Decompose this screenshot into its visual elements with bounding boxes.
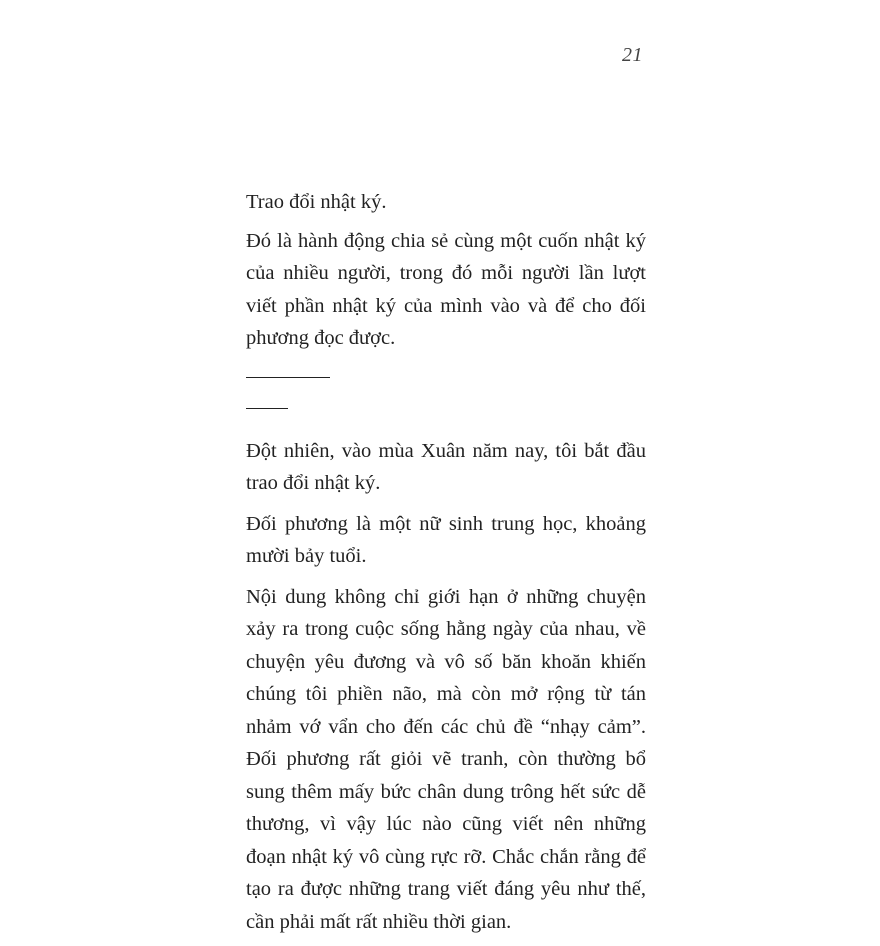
paragraph-2: Đó là hành động chia sẻ cùng một cuốn nhật ký của nhiều người, trong đó mỗi người lần lượt viết phần nhật ký của mình vào và để cho đối phương đọc được.: [246, 229, 646, 349]
page-body: [246, 186, 646, 946]
paragraph-5: Nội dung không chỉ giới hạn ở những chuyện xảy ra trong cuộc sống hằng ngày của nhau, về chuyện yêu đương và vô số băn khoăn khiến chúng tôi phiền não, mà còn mở rộng từ tán nhảm vớ vẩn cho đến các chủ đề “nhạy cảm”. Đối phương rất giỏi vẽ tranh, còn thường bổ sung thêm mấy bức chân dung trông hết sức dễ thương, vì vậy lúc nào cũng viết nên những đoạn nhật ký vô cùng rực rỡ. Chắc chắn rằng để tạo ra được những trang viết đáng yêu như thế, cần phải mất rất nhiều thời gian.: [246, 585, 646, 933]
paragraph-1: Trao đổi nhật ký.: [246, 191, 387, 213]
section-divider-short: [246, 408, 288, 409]
paragraph-3: Đột nhiên, vào mùa Xuân năm nay, tôi bắt đầu trao đổi nhật ký.: [246, 439, 646, 494]
page-number: 21: [622, 44, 643, 66]
paragraph-4: Đối phương là một nữ sinh trung học, khoảng mười bảy tuổi.: [246, 512, 646, 567]
section-divider-long: [246, 377, 330, 378]
